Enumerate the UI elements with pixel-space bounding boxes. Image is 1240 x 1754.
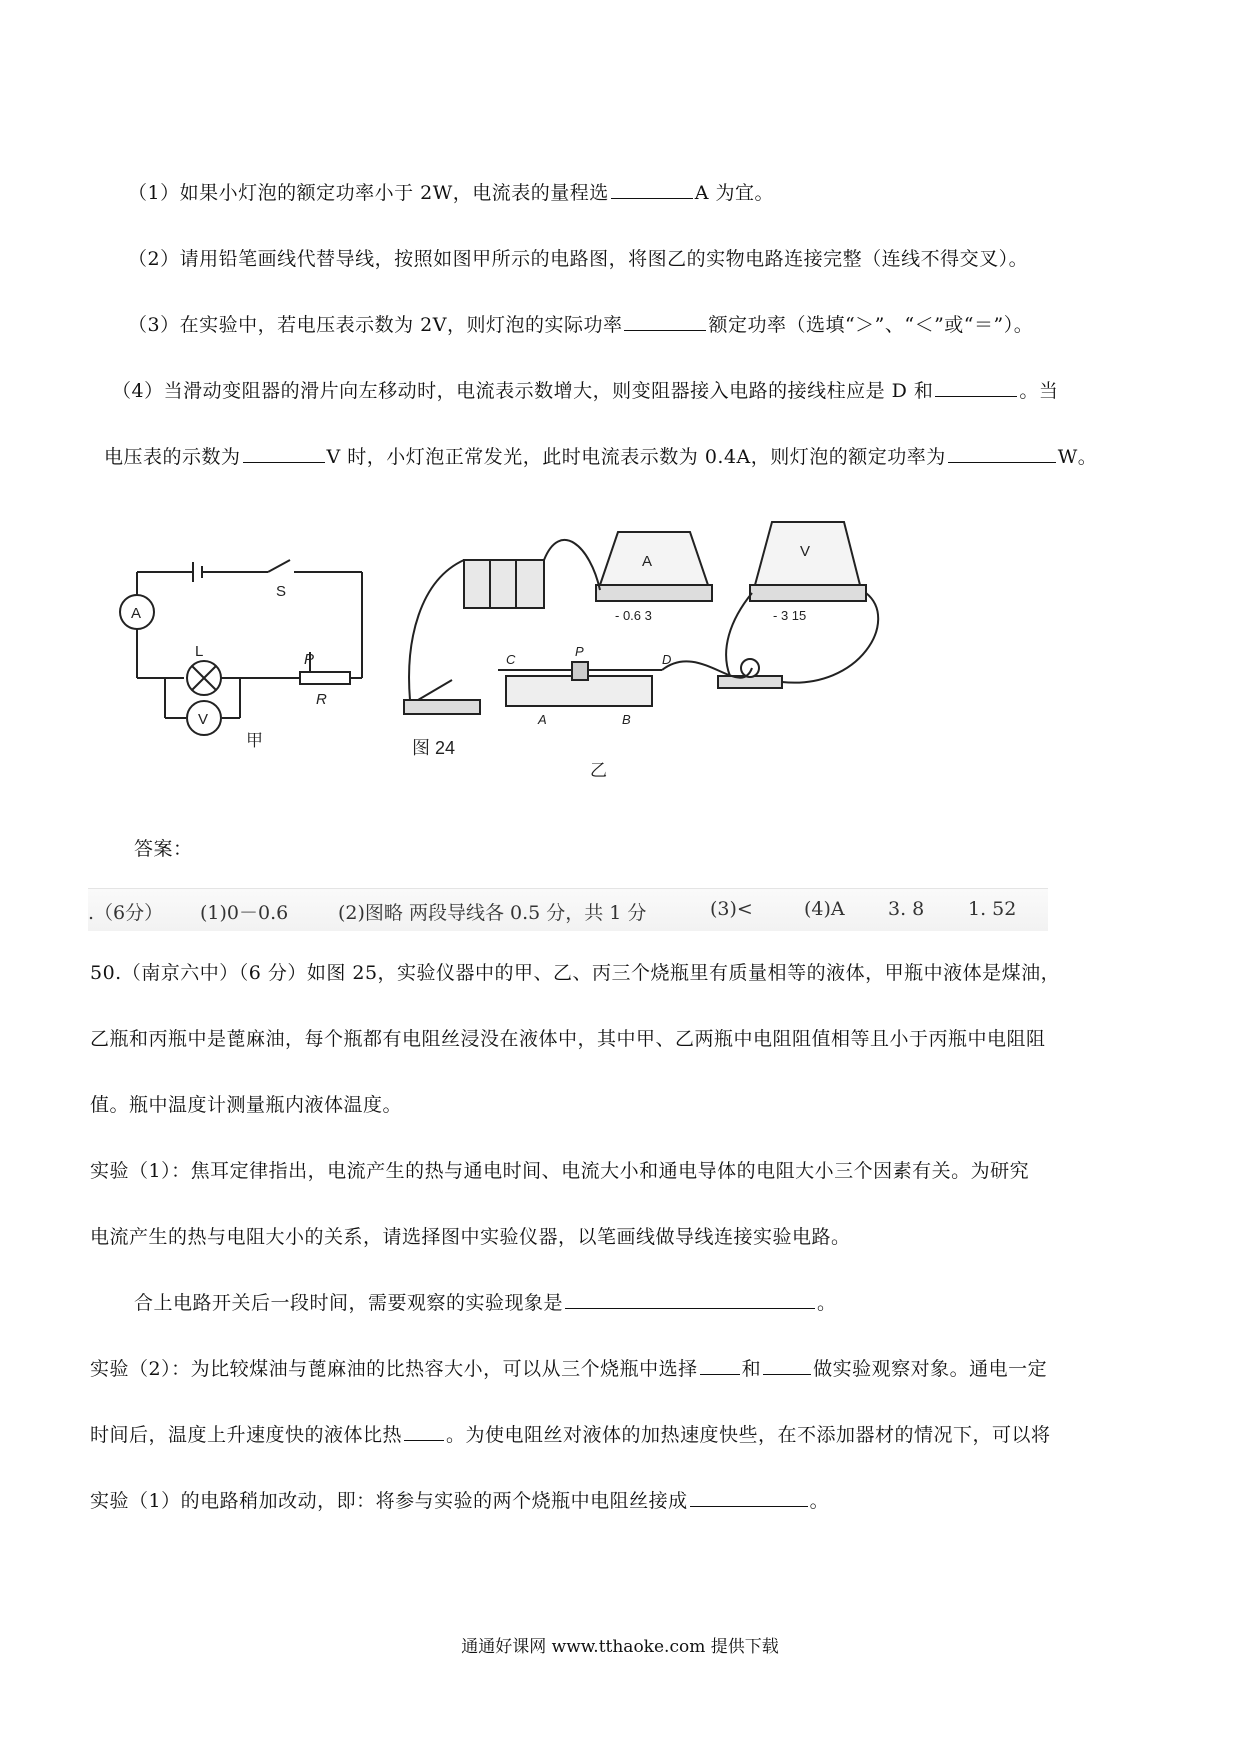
answer-score: .（6分）	[88, 902, 164, 924]
rheostat-b-label: B	[622, 712, 631, 727]
switch-blade	[268, 560, 290, 572]
circuit-diagram-jia	[120, 560, 362, 735]
answer-blank	[700, 1373, 740, 1375]
battery-box	[464, 560, 544, 608]
q50-line5-text: 电流产生的热与电阻大小的关系，请选择图中实验仪器，以笔画线做导线连接实验电路。	[90, 1226, 851, 1248]
footer-text: 通通好课网 www.tthaoke.com 提供下载	[461, 1637, 779, 1657]
q50-line8-text: 时间后，温度上升速度快的液体比热	[90, 1424, 403, 1446]
q49-part4-text: （4）当滑动变阻器的滑片向左移动时，电流表示数增大，则变阻器接入电路的接线柱应是 D 和	[112, 380, 934, 402]
rheostat-p-label: P	[575, 644, 584, 659]
q50-line3	[90, 1090, 402, 1117]
ammeter-scale: - 0.6 3	[615, 608, 652, 623]
figure-number: 图 24	[412, 738, 456, 758]
q49-part3-text: （3）在实验中，若电压表示数为 2V，则灯泡的实际功率	[128, 314, 623, 336]
q49-part1-text: （1）如果小灯泡的额定功率小于 2W，电流表的量程选	[128, 182, 609, 204]
answer-blank	[565, 1307, 815, 1309]
voltmeter-label: V	[198, 711, 209, 728]
q50-line7-text-mid: 和	[741, 1358, 762, 1380]
q49-part3-text-end: 额定功率（选填“＞”、“＜”或“＝”）。	[708, 314, 1034, 336]
answer-part3: (3)<	[710, 898, 753, 920]
q50-line2	[90, 1024, 1046, 1051]
q50-line3-text: 值。瓶中温度计测量瓶内液体温度。	[90, 1094, 403, 1116]
q50-line6-text: 合上电路开关后一段时间，需要观察的实验现象是	[134, 1292, 564, 1314]
q50-line6-text-end: 。	[817, 1292, 837, 1314]
answer-strip	[88, 888, 1048, 931]
q50-line9-text: 实验（1）的电路稍加改动，即：将参与实验的两个烧瓶中电阻丝接成	[90, 1490, 688, 1512]
ammeter-device	[600, 532, 708, 585]
yi-caption: 乙	[590, 761, 607, 780]
voltmeter-base	[750, 585, 866, 601]
rheostat-a-label: A	[538, 712, 547, 727]
wire	[782, 593, 878, 683]
rheostat-slider	[572, 662, 588, 680]
voltmeter-device-label: V	[800, 543, 811, 560]
ammeter-device-label: A	[642, 553, 653, 570]
ammeter-base	[596, 585, 712, 601]
jia-caption: 甲	[246, 731, 263, 750]
answer-label-text: 答案：	[134, 838, 193, 860]
answer-part2: (2)图略 两段导线各 0.5 分，共 1 分	[338, 902, 647, 924]
ammeter-label: A	[131, 605, 142, 622]
figure-24	[0, 0, 1240, 800]
answer-part4: (4)A	[804, 898, 845, 920]
q50-line8-text-end: 。为使电阻丝对液体的加热速度快些，在不添加器材的情况下，可以将	[446, 1424, 1051, 1446]
q50-line9	[90, 1486, 829, 1513]
q50-line7	[90, 1354, 1047, 1381]
q49-part1-text-end: A 为宜。	[694, 182, 775, 204]
q50-line7-text: 实验（2）：为比较煤油与蓖麻油的比热容大小，可以从三个烧瓶中选择	[90, 1358, 698, 1380]
q50-line6	[134, 1288, 837, 1315]
resistor-label: R	[316, 691, 327, 708]
switch-label: S	[276, 583, 287, 600]
rheostat-d-label: D	[662, 652, 672, 667]
q50-line1-text: 50.（南京六中）（6 分）如图 25，实验仪器中的甲、乙、丙三个烧瓶里有质量相等的液体，甲瓶中液体是煤油，	[90, 962, 1061, 984]
q50-line4	[90, 1156, 1029, 1183]
resistor-symbol	[300, 672, 350, 684]
q50-line8	[90, 1420, 1051, 1447]
rheostat-c-label: C	[506, 652, 516, 667]
q49-part5-text: 电压表的示数为	[104, 446, 241, 468]
voltmeter-scale: - 3 15	[773, 608, 807, 623]
answer-blank	[690, 1505, 808, 1507]
answer-blank	[404, 1439, 444, 1441]
switch-lever	[418, 680, 452, 700]
wire	[544, 540, 600, 590]
q50-line5	[90, 1222, 851, 1249]
page-footer	[0, 1632, 1240, 1657]
q50-line1	[90, 958, 1060, 985]
q50-line4-text: 实验（1）：焦耳定律指出，电流产生的热与通电时间、电流大小和通电导体的电阻大小三个因素有关。为研究	[90, 1160, 1030, 1182]
q49-part4-text-end: 。当	[1019, 380, 1059, 402]
answer-label	[134, 834, 193, 861]
lamp-bulb	[741, 659, 759, 677]
q49-part2-text: （2）请用铅笔画线代替导线，按照如图甲所示的电路图，将图乙的实物电路连接完整（连线不得交叉）。	[128, 248, 1029, 270]
wire	[409, 560, 464, 700]
switch-device	[404, 700, 480, 714]
q50-line9-text-end: 。	[809, 1490, 830, 1512]
q49-part5-text-mid: V 时，小灯泡正常发光，此时电流表示数为 0.4A，则灯泡的额定功率为	[326, 446, 946, 468]
q50-line2-text: 乙瓶和丙瓶中是蓖麻油，每个瓶都有电阻丝浸没在液体中，其中甲、乙两瓶中电阻阻值相等且小于丙瓶中电阻阻	[90, 1028, 1046, 1050]
answer-part1: (1)0－0.6	[200, 902, 289, 924]
q50-line7-text-end: 做实验观察对象。通电一定	[813, 1358, 1048, 1380]
answer-blank	[763, 1373, 811, 1375]
q49-part5-text-end: W。	[1057, 446, 1098, 468]
answer-part4-power: 1. 52	[968, 898, 1017, 920]
slider-label: P	[304, 651, 315, 668]
answer-part4-voltage: 3. 8	[888, 898, 925, 920]
lamp-label: L	[195, 643, 204, 660]
